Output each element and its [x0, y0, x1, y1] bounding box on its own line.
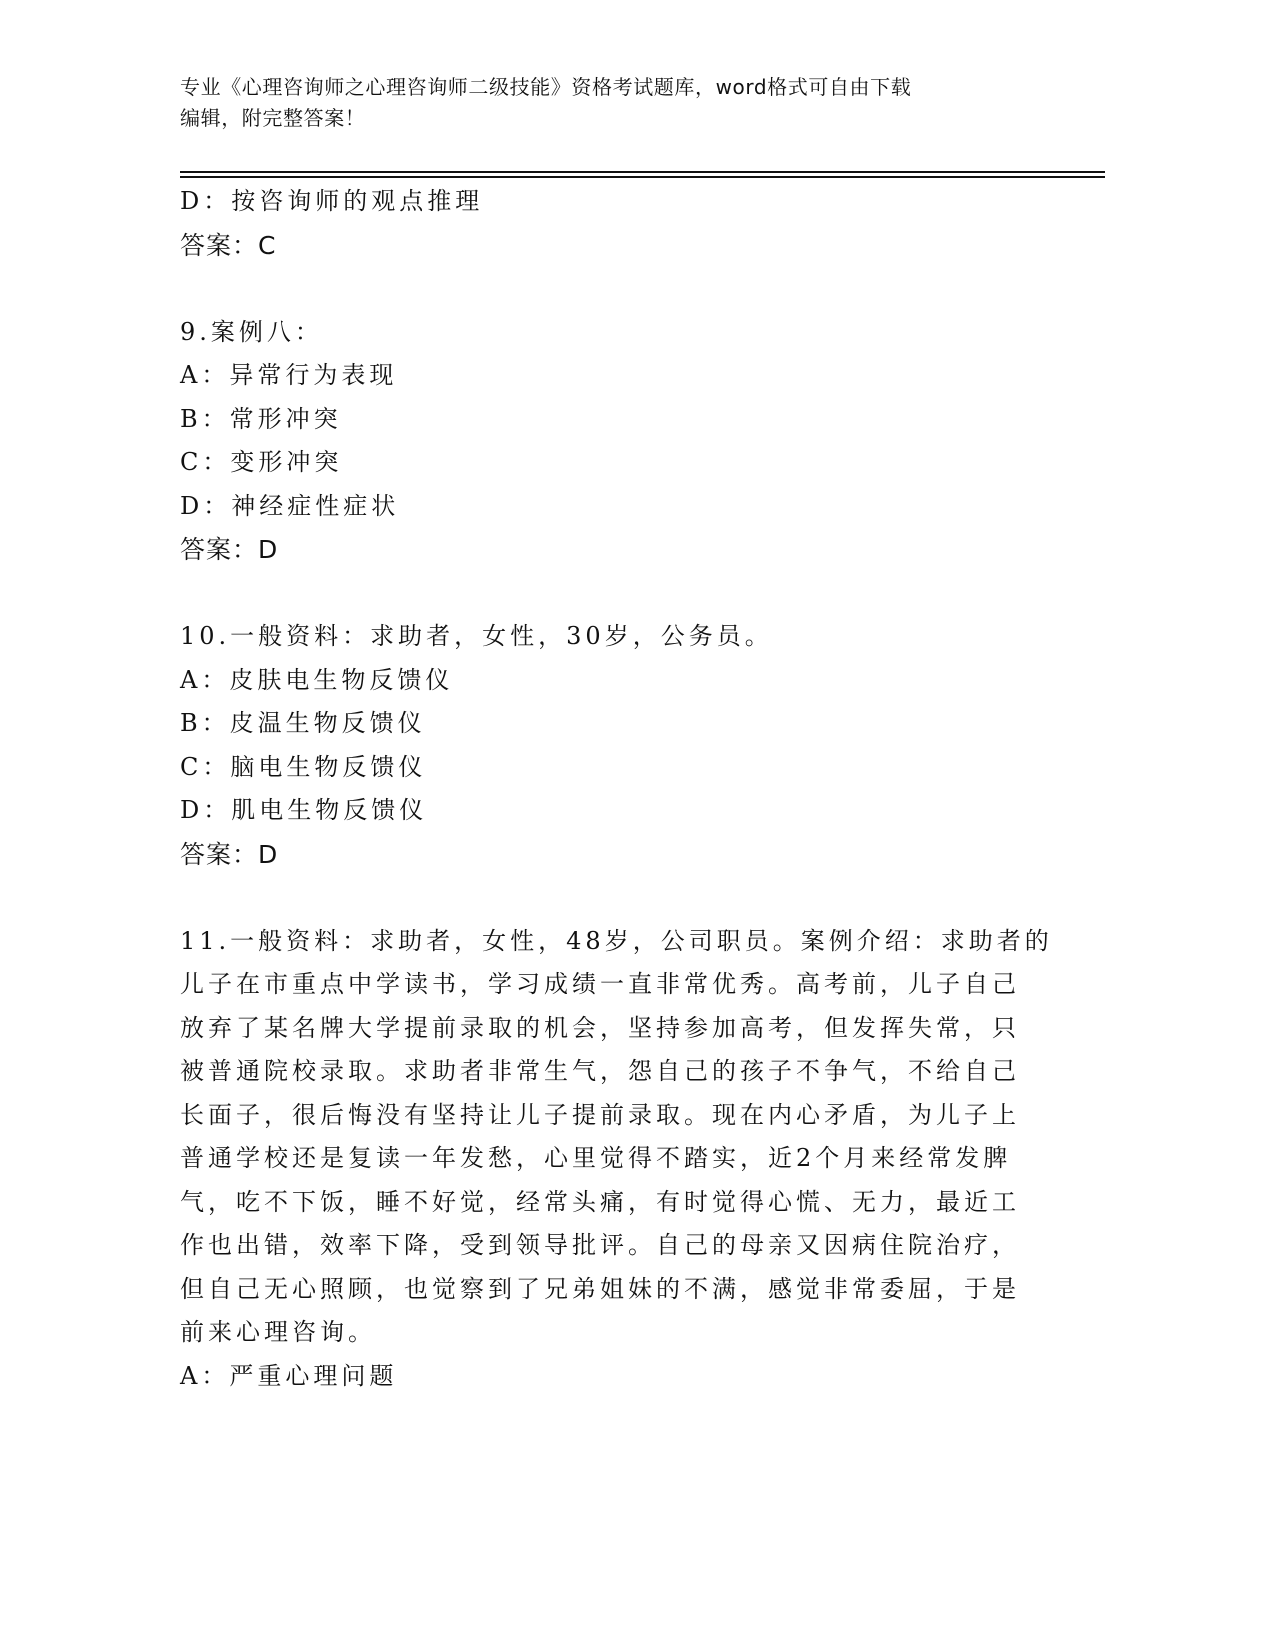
question-stem-line: 但自己无心照顾，也觉察到了兄弟姐妹的不满，感觉非常委屈，于是 — [180, 1274, 1020, 1303]
option-a: A：异常行为表现 — [180, 361, 398, 389]
header-divider-secondary — [180, 176, 1105, 178]
question-stem-line: 11.一般资料：求助者，女性，48岁，公司职员。案例介绍：求助者的 — [180, 926, 1053, 955]
option-a: A：严重心理问题 — [180, 1361, 398, 1390]
answer: 答案：D — [180, 839, 279, 869]
option-b: B：皮温生物反馈仪 — [180, 709, 426, 737]
question-stem-line: 前来心理咨询。 — [180, 1318, 376, 1346]
question-stem-line: 普通学校还是复读一年发愁，心里觉得不踏实，近2个月来经常发脾 — [180, 1144, 1012, 1172]
question-stem-line: 放弃了某名牌大学提前录取的机会，坚持参加高考，但发挥失常，只 — [180, 1013, 1020, 1042]
question-stem-line: 作也出错，效率下降，受到领导批评。自己的母亲又因病住院治疗， — [180, 1231, 1020, 1259]
document-body — [180, 180, 1060, 1398]
question-stem-line: 儿子在市重点中学读书，学习成绩一直非常优秀。高考前，儿子自己 — [180, 970, 1020, 998]
option-d: D：肌电生物反馈仪 — [180, 796, 428, 824]
option-c: C：变形冲突 — [180, 448, 343, 476]
question-11 — [180, 920, 1060, 1399]
answer: 答案：D — [180, 535, 279, 564]
answer: 答案：C — [180, 230, 277, 260]
header-line-2: 编辑，附完整答案！ — [180, 106, 366, 130]
option-d: D：神经症性症状 — [180, 491, 400, 520]
question-stem: 10.一般资料：求助者，女性，30岁，公务员。 — [180, 622, 773, 650]
question-10 — [180, 615, 1060, 876]
option-c: C：脑电生物反馈仪 — [180, 752, 427, 781]
question-stem: 9.案例八： — [180, 317, 323, 346]
header-line-1: 专业《心理咨询师之心理咨询师二级技能》资格考试题库，word格式可自由下载 — [180, 75, 912, 99]
question-stem-line: 长面子，很后悔没有坚持让儿子提前录取。现在内心矛盾，为儿子上 — [180, 1100, 1020, 1129]
document-header — [180, 72, 1040, 134]
option-b: B：常形冲突 — [180, 404, 342, 433]
header-divider — [180, 171, 1105, 173]
question-stem-line: 被普通院校录取。求助者非常生气，怨自己的孩子不争气，不给自己 — [180, 1057, 1020, 1085]
option-a: A：皮肤电生物反馈仪 — [180, 665, 454, 694]
option-d: D：按咨询师的观点推理 — [180, 187, 484, 215]
question-9 — [180, 311, 1060, 572]
question-stem-line: 气，吃不下饭，睡不好觉，经常头痛，有时觉得心慌、无力，最近工 — [180, 1187, 1020, 1216]
